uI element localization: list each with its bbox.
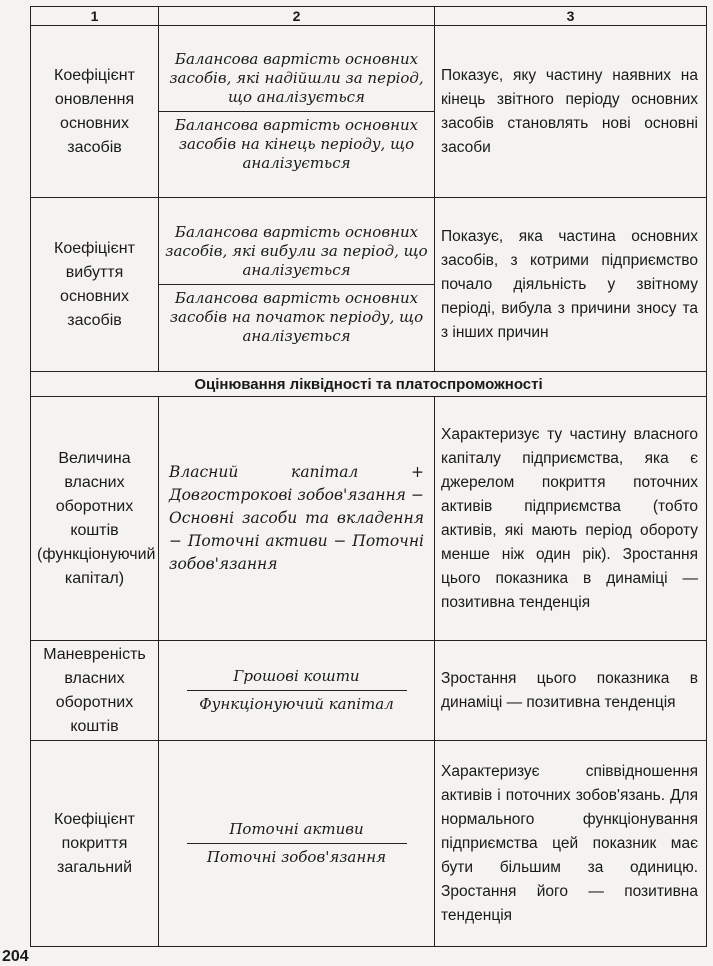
fraction-numerator: Грошові кошти (233, 667, 360, 685)
fraction-denominator: Балансова вартість основних засобів на кінець періоду, що аналізується (159, 111, 434, 173)
fraction (159, 50, 434, 173)
table-row (31, 26, 707, 198)
header-col-1: 1 (31, 7, 159, 26)
indicator-description: Показує, яку частину наявних на кінець звітного періоду основних засобів становлять нові основні засоби (435, 26, 707, 198)
indicator-description: Характеризує співвідношення активів і поточних зобов'язань. Для нормального функціонування підприємства цей показник має бути більшим за одиницю. Зростання його — позитивна тенденція (435, 741, 707, 947)
indicator-formula (159, 641, 435, 741)
indicator-name: Величина власних оборотних коштів (функціонуючий капітал) (31, 397, 159, 641)
indicator-name: Коефіцієнт оновлення основних засобів (31, 26, 159, 198)
table-row (31, 198, 707, 372)
indicator-name: Маневреність власних оборотних коштів (31, 641, 159, 741)
section-header-row (31, 372, 707, 397)
table-row (31, 641, 707, 741)
fraction (187, 820, 407, 867)
header-col-2: 2 (159, 7, 435, 26)
fraction-numerator: Поточні активи (229, 820, 364, 838)
header-col-3: 3 (435, 7, 707, 26)
indicator-formula (159, 741, 435, 947)
section-title: Оцінювання ліквідності та платоспроможності (31, 372, 707, 397)
indicator-formula: Власний капітал + Довгострокові зобов'язання − Основні засоби та вкладення − Поточні активи − Поточні зобов'язання (159, 397, 435, 641)
fraction-numerator: Балансова вартість основних засобів, які вибули за період, що аналізується (165, 223, 428, 279)
fraction (159, 223, 434, 346)
table-row (31, 741, 707, 947)
indicator-description: Показує, яка частина основних засобів, з котрими підприємство почало діяльність у звітному періоді, вибула з причини зносу та з інших причин (435, 198, 707, 372)
indicator-name: Коефіцієнт покриття загальний (31, 741, 159, 947)
indicator-description: Характеризує ту частину власного капіталу підприємства, яка є джерелом покриття поточних активів підприємства (тобто активів, які мають період обороту менше ніж один рік). Зростання цього показника в динаміці — позитивна тенденція (435, 397, 707, 641)
fraction-denominator: Балансова вартість основних засобів на початок періоду, що аналізується (159, 284, 434, 346)
page-number: 204 (2, 948, 29, 965)
indicator-formula (159, 198, 435, 372)
table-header-row (31, 7, 707, 26)
fraction-numerator: Балансова вартість основних засобів, які надійшли за період, що аналізується (169, 50, 424, 106)
indicator-table (30, 6, 707, 947)
fraction-denominator: Поточні зобов'язання (187, 843, 407, 867)
indicator-formula (159, 26, 435, 198)
indicator-name: Коефіцієнт вибуття основних засобів (31, 198, 159, 372)
fraction-denominator: Функціонуючий капітал (187, 690, 407, 714)
table-row (31, 397, 707, 641)
indicator-description: Зростання цього показника в динаміці — позитивна тенденція (435, 641, 707, 741)
fraction (187, 667, 407, 714)
